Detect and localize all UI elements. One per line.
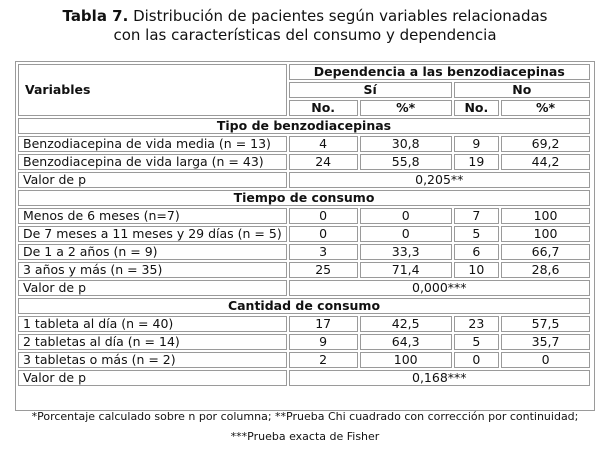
si-percent-cell: 30,8 [360, 136, 452, 152]
si-percent-cell: 55,8 [360, 154, 452, 170]
section-header-row [18, 190, 590, 206]
no-count-cell: 6 [454, 244, 499, 260]
p-value-label: Valor de p [18, 370, 287, 386]
no-count-cell: 5 [454, 334, 499, 350]
p-value-row [18, 280, 590, 296]
si-count-cell: 24 [289, 154, 358, 170]
header-dependencia: Dependencia a las benzodiacepinas [289, 64, 590, 80]
no-percent-cell: 0 [501, 352, 590, 368]
header-si-count: No. [289, 100, 358, 116]
table-row [18, 154, 590, 170]
no-count-cell: 23 [454, 316, 499, 332]
no-percent-cell: 66,7 [501, 244, 590, 260]
row-label: Benzodiacepina de vida media (n = 13) [18, 136, 287, 152]
p-value-row [18, 172, 590, 188]
row-label: Benzodiacepina de vida larga (n = 43) [18, 154, 287, 170]
si-count-cell: 4 [289, 136, 358, 152]
p-value: 0,000*** [289, 280, 590, 296]
footnote-1: *Porcentaje calculado sobre n por columna; **Prueba Chi cuadrado con corrección por continuidad; [31, 410, 579, 423]
si-percent-cell: 64,3 [360, 334, 452, 350]
si-percent-cell: 100 [360, 352, 452, 368]
no-count-cell: 10 [454, 262, 499, 278]
no-percent-cell: 100 [501, 226, 590, 242]
p-value-label: Valor de p [18, 280, 287, 296]
table-row [18, 316, 590, 332]
no-count-cell: 5 [454, 226, 499, 242]
si-percent-cell: 71,4 [360, 262, 452, 278]
no-count-cell: 7 [454, 208, 499, 224]
no-percent-cell: 35,7 [501, 334, 590, 350]
p-value: 0,168*** [289, 370, 590, 386]
table-title [0, 7, 610, 45]
no-percent-cell: 44,2 [501, 154, 590, 170]
si-count-cell: 17 [289, 316, 358, 332]
row-label: Menos de 6 meses (n=7) [18, 208, 287, 224]
table-row [18, 244, 590, 260]
p-value-label: Valor de p [18, 172, 287, 188]
header-variables: Variables [18, 64, 287, 116]
row-label: 3 tabletas o más (n = 2) [18, 352, 287, 368]
si-count-cell: 3 [289, 244, 358, 260]
no-percent-cell: 57,5 [501, 316, 590, 332]
table-row [18, 334, 590, 350]
si-count-cell: 0 [289, 208, 358, 224]
no-count-cell: 19 [454, 154, 499, 170]
si-percent-cell: 0 [360, 226, 452, 242]
data-table-frame [15, 61, 595, 411]
section-title: Tipo de benzodiacepinas [18, 118, 590, 134]
table-row [18, 208, 590, 224]
row-label: 3 años y más (n = 35) [18, 262, 287, 278]
header-no: No [454, 82, 590, 98]
header-no-percent: %* [501, 100, 590, 116]
no-count-cell: 0 [454, 352, 499, 368]
si-count-cell: 25 [289, 262, 358, 278]
si-percent-cell: 0 [360, 208, 452, 224]
section-header-row [18, 118, 590, 134]
header-si: Sí [289, 82, 452, 98]
header-si-percent: %* [360, 100, 452, 116]
table-row [18, 262, 590, 278]
row-label: De 7 meses a 11 meses y 29 días (n = 5) [18, 226, 287, 242]
si-count-cell: 2 [289, 352, 358, 368]
row-label: 1 tableta al día (n = 40) [18, 316, 287, 332]
si-percent-cell: 42,5 [360, 316, 452, 332]
table-number: Tabla 7. [62, 7, 129, 25]
section-header-row [18, 298, 590, 314]
p-value: 0,205** [289, 172, 590, 188]
header-row-1 [18, 64, 590, 80]
title-line-2: con las características del consumo y dependencia [113, 26, 497, 44]
table-row [18, 352, 590, 368]
footnote-2: ***Prueba exacta de Fisher [230, 430, 380, 443]
section-title: Cantidad de consumo [18, 298, 590, 314]
table-row [18, 226, 590, 242]
title-line-1 [0, 7, 610, 26]
si-count-cell: 9 [289, 334, 358, 350]
header-no-count: No. [454, 100, 499, 116]
section-title: Tiempo de consumo [18, 190, 590, 206]
no-count-cell: 9 [454, 136, 499, 152]
no-percent-cell: 69,2 [501, 136, 590, 152]
row-label: De 1 a 2 años (n = 9) [18, 244, 287, 260]
si-percent-cell: 33,3 [360, 244, 452, 260]
si-count-cell: 0 [289, 226, 358, 242]
row-label: 2 tabletas al día (n = 14) [18, 334, 287, 350]
data-table [16, 62, 592, 388]
p-value-row [18, 370, 590, 386]
table-row [18, 136, 590, 152]
no-percent-cell: 28,6 [501, 262, 590, 278]
no-percent-cell: 100 [501, 208, 590, 224]
title-text-1: Distribución de pacientes según variables relacionadas [133, 7, 548, 25]
